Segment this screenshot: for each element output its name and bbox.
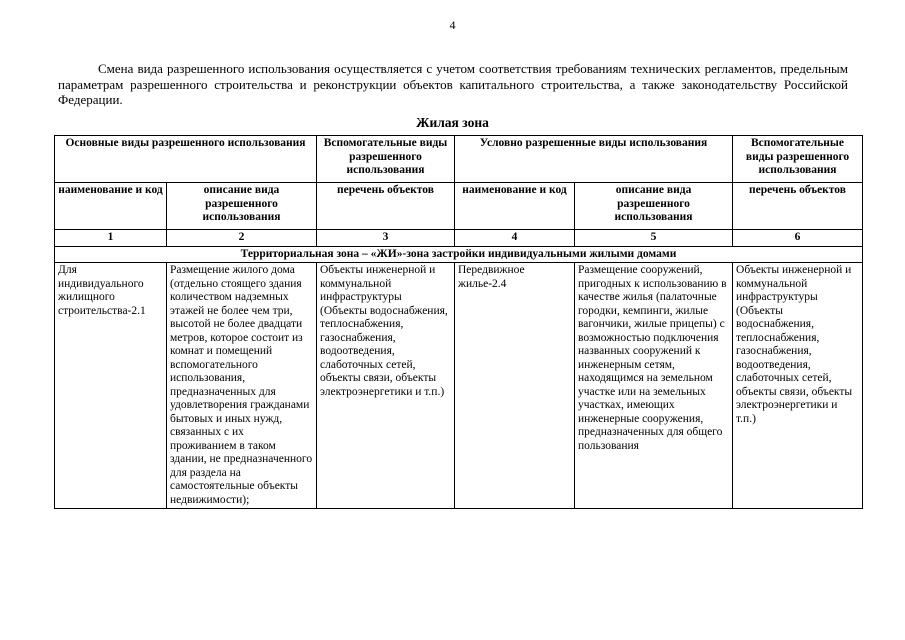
table-row (55, 263, 863, 509)
column-number: 2 (167, 230, 317, 247)
page-number: 4 (449, 18, 456, 32)
territorial-zone-label: Территориальная зона – «ЖИ»-зона застройки индивидуальными жилыми домами (55, 246, 863, 263)
sub-header-object-list-2: перечень объектов (733, 183, 863, 230)
group-header-row (55, 136, 863, 183)
sub-header-name-code-2: наименование и код (455, 183, 575, 230)
sub-header-description: описание вида разрешенного использования (167, 183, 317, 230)
intro-paragraph: Смена вида разрешенного использования осуществляется с учетом соответствия требованиям технических регламентов, предельным параметрам разрешенного строительства и реконструкции объектов капитального строительства, а также законодательству Российской Федерации. (58, 61, 848, 107)
column-number: 5 (575, 230, 733, 247)
cell-use-name-code: Для индивидуального жилищного строительства-2.1 (55, 263, 167, 509)
column-number: 6 (733, 230, 863, 247)
sub-header-row (55, 183, 863, 230)
cell-conditional-use-name-code: Передвижное жилье-2.4 (455, 263, 575, 509)
sub-header-name-code: наименование и код (55, 183, 167, 230)
land-use-table (54, 135, 863, 509)
group-header-main-uses: Основные виды разрешенного использования (55, 136, 317, 183)
sub-header-object-list: перечень объектов (317, 183, 455, 230)
cell-object-list-2: Объекты инженерной и коммунальной инфраструктуры (Объекты водоснабжения, теплоснабжения, газоснабжения, водоотведения, слаботочных сетей, объекты связи, объекты электроэнергетики и т.п.) (733, 263, 863, 509)
column-number: 3 (317, 230, 455, 247)
group-header-conditional-uses: Условно разрешенные виды использования (455, 136, 733, 183)
zone-title: Жилая зона (416, 115, 489, 130)
column-number: 4 (455, 230, 575, 247)
group-header-auxiliary-uses: Вспомогательные виды разрешенного использования (317, 136, 455, 183)
cell-conditional-use-description: Размещение сооружений, пригодных к использованию в качестве жилья (палаточные городки, кемпинги, жилые вагончики, жилые прицепы) с возможностью подключения названных сооружений к инженерным сетям, находящимся на земельном участке или на земельных участках, имеющих инженерные сооружения, предназначенных для общего пользования (575, 263, 733, 509)
column-number: 1 (55, 230, 167, 247)
sub-header-description-2: описание вида разрешенного использования (575, 183, 733, 230)
cell-object-list: Объекты инженерной и коммунальной инфраструктуры (Объекты водоснабжения, теплоснабжения, газоснабжения, водоотведения, слаботочных сетей, объекты связи, объекты электроэнергетики и т.п.) (317, 263, 455, 509)
cell-use-description: Размещение жилого дома (отдельно стоящего здания количеством надземных этажей не более чем три, высотой не более двадцати метров, которое состоит из комнат и помещений вспомогательного использования, предназначенных для удовлетворения гражданами бытовых и иных нужд, связанных с их проживанием в таком здании, не предназначенного для раздела на самостоятельные объекты недвижимости); (167, 263, 317, 509)
group-header-auxiliary-uses-2: Вспомогательные виды разрешенного использования (733, 136, 863, 183)
column-number-row (55, 230, 863, 247)
territorial-zone-row (55, 246, 863, 263)
